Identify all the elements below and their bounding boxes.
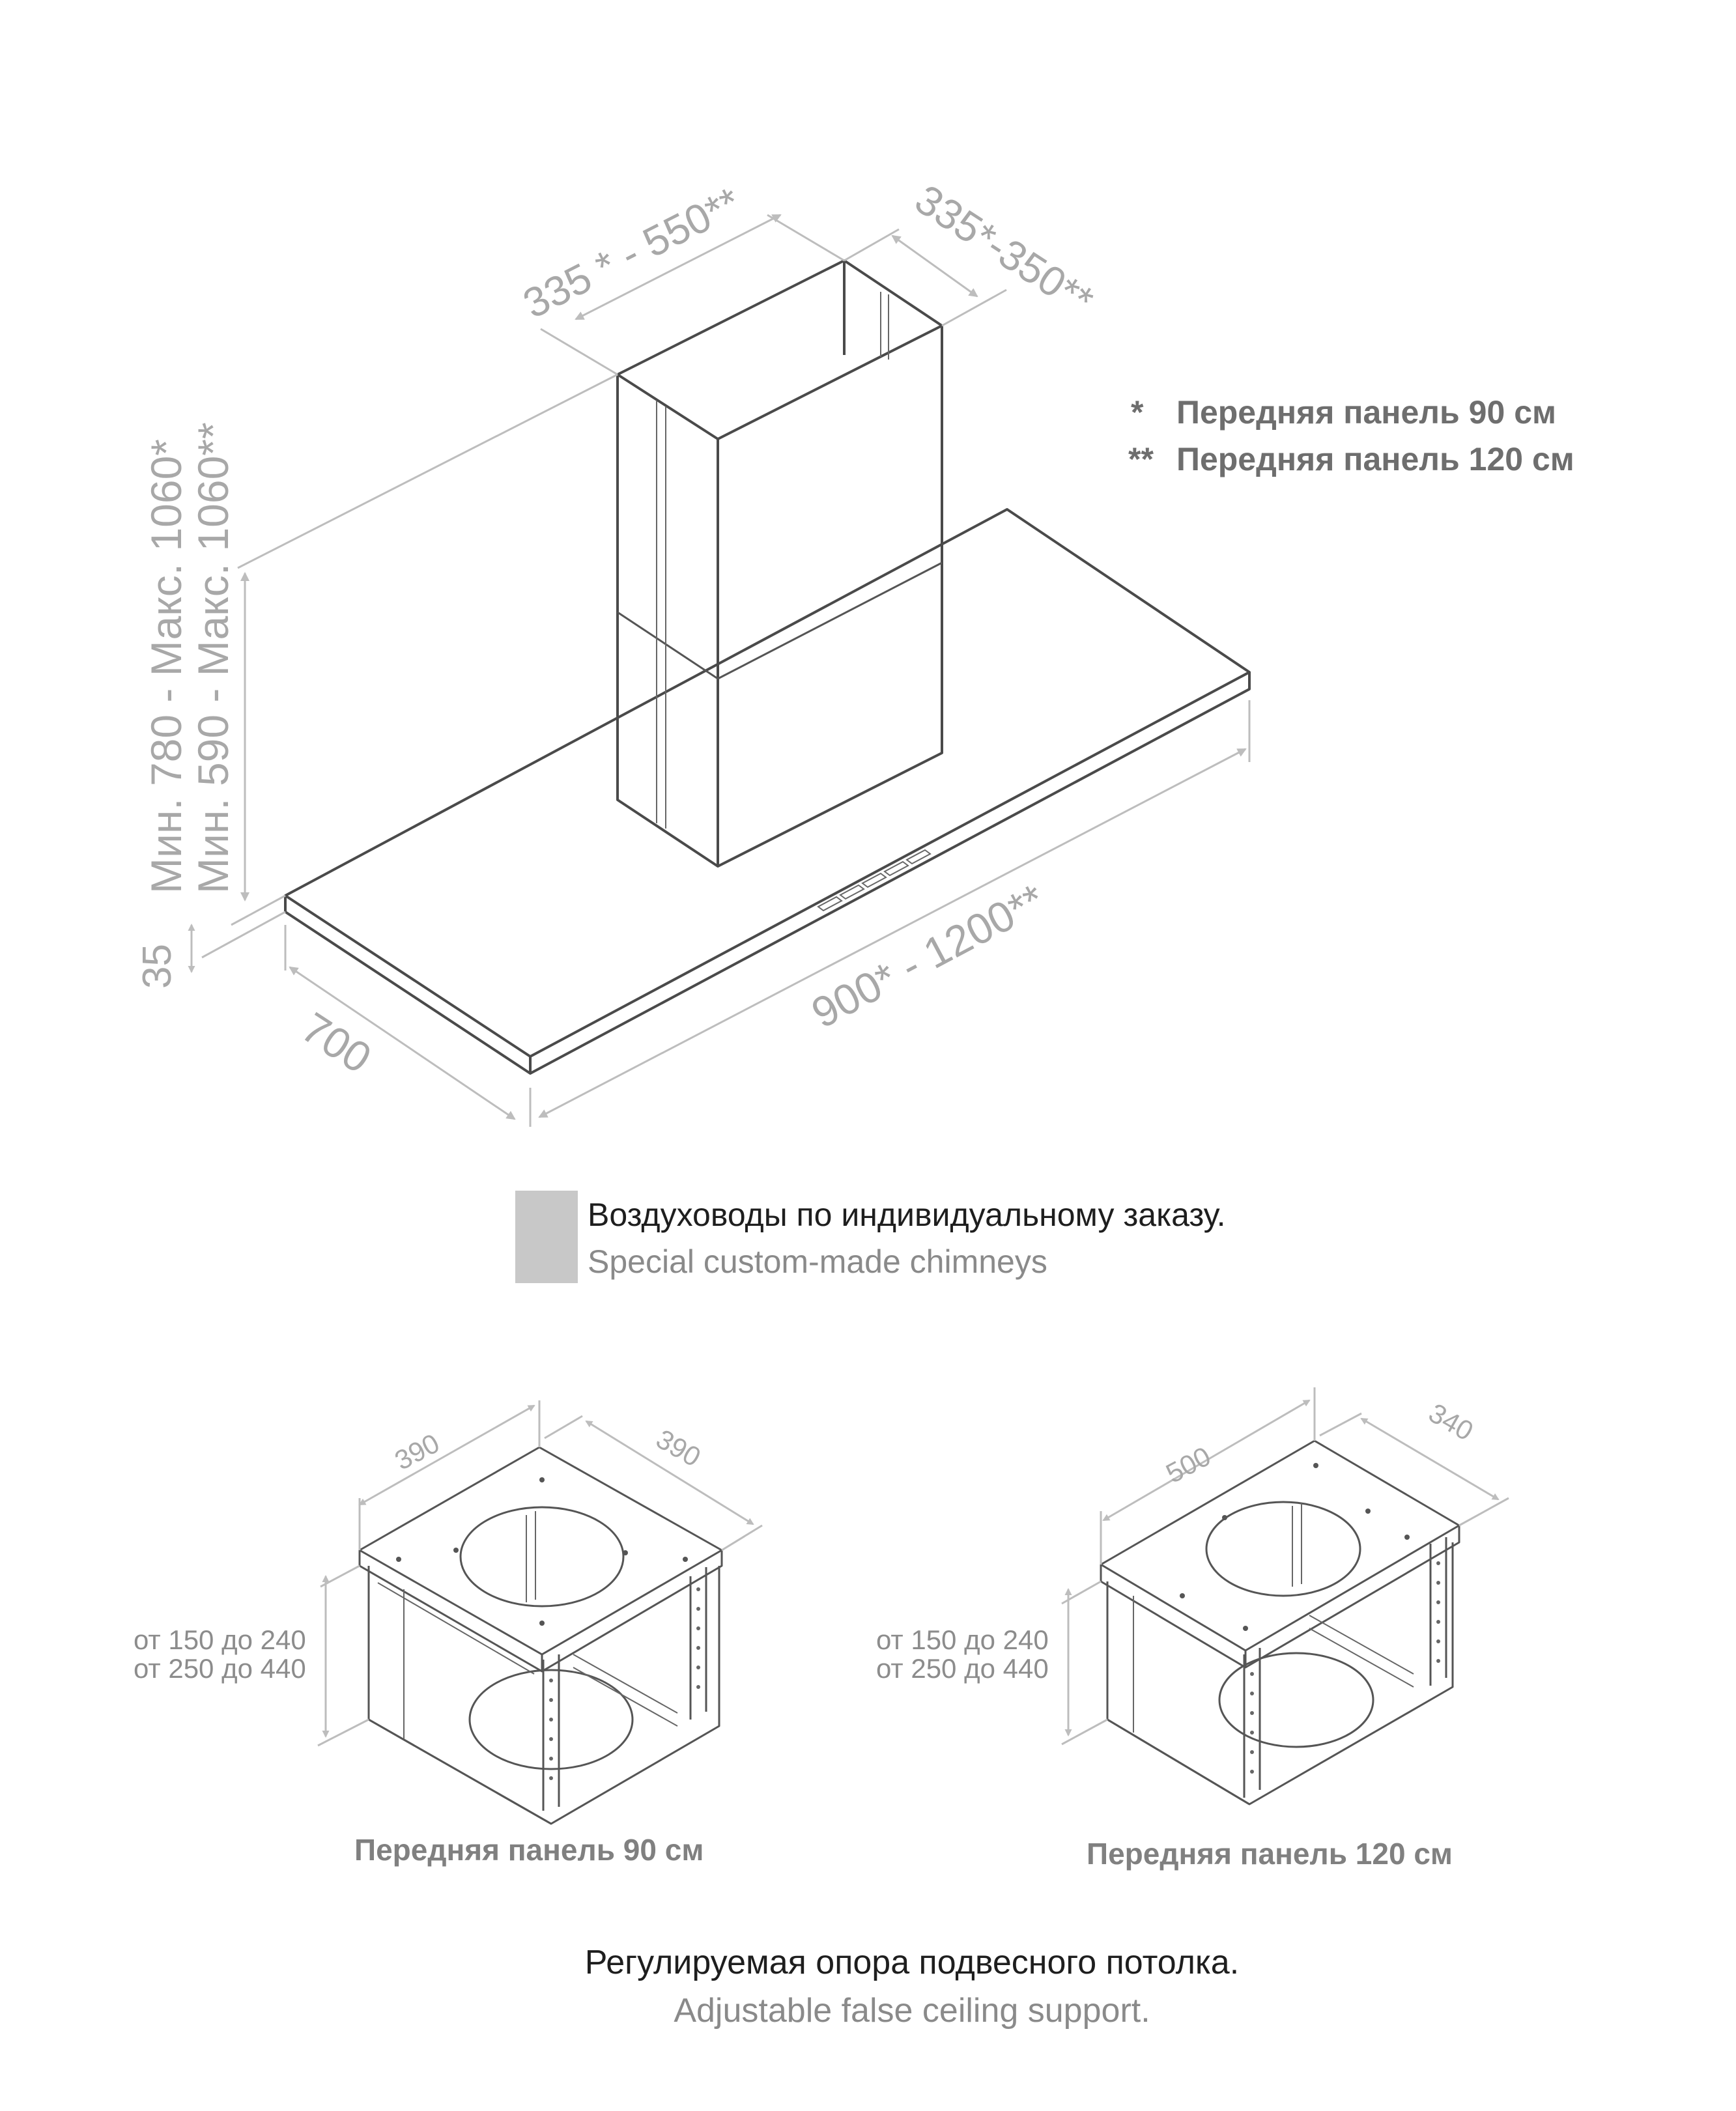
support-90-height-1: от 150 до 240: [134, 1624, 306, 1655]
support-120-height-2: от 250 до 440: [876, 1653, 1049, 1684]
chimney-swatch: [515, 1191, 578, 1283]
support-90-drawing: [360, 1447, 722, 1824]
dim-depth: 700: [293, 1002, 380, 1083]
control-buttons: [818, 850, 930, 911]
legend-text-2: Передняя панель 120 см: [1176, 441, 1574, 477]
footer-en: Adjustable false ceiling support.: [674, 1992, 1150, 2030]
legend-mark-1: *: [1131, 394, 1144, 431]
support-120-dimension-lines: [1062, 1387, 1509, 1744]
chimney: [618, 261, 942, 866]
support-120-dim-w: 500: [1161, 1440, 1216, 1489]
chimney-note: [515, 1191, 1226, 1283]
support-90-caption: Передняя панель 90 см: [354, 1833, 704, 1867]
chimney-note-en: Special custom-made chimneys: [588, 1243, 1047, 1280]
legend-text-1: Передняя панель 90 см: [1176, 394, 1556, 431]
support-120-drawing: [1101, 1441, 1459, 1804]
chimney-note-ru: Воздуховоды по индивидуальному заказу.: [588, 1197, 1226, 1233]
dim-thickness: 35: [135, 944, 180, 989]
main-dimension-lines: [192, 215, 1249, 1127]
dim-top-width: 335 * - 550**: [515, 178, 748, 328]
dim-top-depth: 335*-350**: [907, 175, 1102, 325]
legend: [1128, 394, 1574, 477]
support-90-height-2: от 250 до 440: [134, 1653, 306, 1684]
support-120-caption: Передняя панель 120 см: [1087, 1837, 1453, 1871]
dim-height-90: Мин. 780 - Макс. 1060*: [142, 439, 190, 894]
support-90-dim-d: 390: [651, 1423, 706, 1473]
footer-ru: Регулируемая опора подвесного потолка.: [584, 1944, 1240, 1981]
support-120-height-1: от 150 до 240: [876, 1624, 1049, 1655]
dim-width: 900* - 1200**: [803, 874, 1053, 1038]
dim-height-120: Мин. 590 - Макс. 1060**: [189, 422, 237, 894]
legend-mark-2: **: [1128, 441, 1154, 477]
support-120-dim-d: 340: [1423, 1397, 1479, 1447]
hood-isometric-drawing: [285, 261, 1249, 1073]
support-90-dim-w: 390: [390, 1427, 445, 1476]
